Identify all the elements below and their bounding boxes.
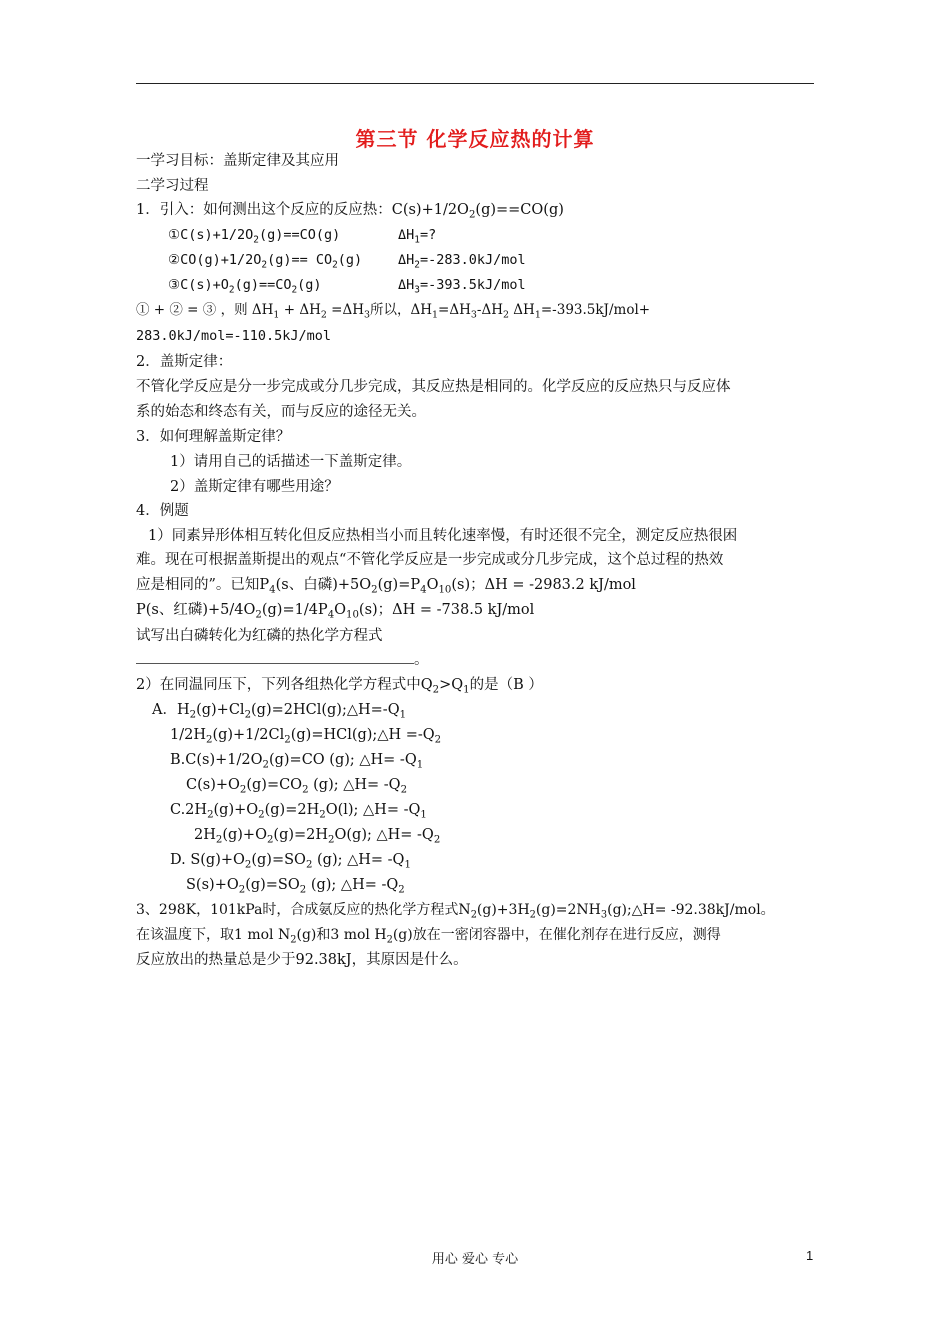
intro-question: 1．引入：如何测出这个反应的反应热：$C(s)+1/2O_2(g)==CO(g)$: [136, 202, 564, 221]
learning-objective: 一学习目标：盖斯定律及其应用: [136, 153, 339, 169]
example-1-prompt: 试写出白磷转化为红磷的热化学方程式: [136, 628, 383, 644]
equation-2: $②CO(g)+1/2O_2(g)== CO_2(g)$: [168, 252, 363, 271]
equation-1: $①C(s)+1/2O_2(g)==CO(g)$: [168, 227, 341, 246]
equation-3: $③C(s)+O_2(g)==CO_2(g)$: [168, 277, 322, 296]
equation-3-dh: $\Delta H_3=-393.5kJ$/mol: [398, 277, 526, 296]
option-b-eq-2: $C(s)+O_2(g)=CO_2$ (g); △H= $-Q_2$: [186, 777, 408, 796]
example-3-line-3: 反应放出的热量总是少于92.38kJ，其原因是什么。: [136, 952, 468, 968]
option-b-eq-1: $B.C(s)+1/2O_2(g)=CO$ (g); △H= $-Q_1$: [170, 752, 424, 771]
option-a-eq-2: $1/2H_2(g)+1/2Cl_2(g)=HCl(g);\triangle H =-Q_2$: [170, 727, 442, 746]
example-3-line-1: 3、298K，101kPa时，合成氨反应的热化学方程式$N_2(g)+3H_2(g)=2NH_3(g);\triangle H= -92.38kJ/mol$。: [136, 902, 775, 921]
hess-heading: 2．盖斯定律：: [136, 354, 233, 370]
option-c-eq-2: $2H_2(g)+O_2(g)=2H_2O(g)$; △H= $-Q_2$: [194, 827, 441, 846]
hess-body-line-1: 不管化学反应是分一步完成或分几步完成，其反应热是相同的。化学反应的反应热只与反应体: [136, 379, 731, 395]
option-c-eq-1: $C.2H_2(g)+O_2(g)=2H_2O(l)$; △H= $-Q_1$: [170, 802, 427, 821]
example-1-line-2: 难。现在可根据盖斯提出的观点“不管化学反应是一步完成或分几步完成，这个总过程的热效: [136, 552, 724, 568]
example-2-question: 2）在同温同压下，下列各组热化学方程式中$Q_2>Q_1$的是（B ）: [136, 677, 543, 696]
option-a-eq-1: A．$H_2(g)+Cl_2(g)=2HCl(g);\triangle H=-Q_1$: [152, 702, 407, 721]
example-1-line-1: 1）同素异形体相互转化但反应热相当小而且转化速率慢，有时还很不完全，测定反应热很困: [148, 528, 738, 544]
page-title: 第三节 化学反应热的计算: [355, 127, 595, 151]
answer-underline: [136, 651, 414, 664]
option-d-eq-2: $S(s)+O_2(g)=SO_2$ (g); △H= $-Q_2$: [186, 877, 405, 896]
page-footer: 用心 爱心 专心: [431, 1252, 519, 1267]
hess-body-line-2: 系的始态和终态有关，而与反应的途径无关。: [136, 404, 426, 420]
example-1-answer-blank: 。: [136, 650, 429, 670]
example-1-line-3: 应是相同的”。已知$P_4(s$、白磷)$+5O_2(g)=P_4O_{10}(s)$；ΔH = -2983.2 kJ/mol: [136, 577, 636, 596]
understand-question-2: 2）盖斯定律有哪些用途？: [170, 479, 339, 495]
example-3-line-2: 在该温度下，取1 mol $N_2(g)$和3 mol $H_2(g)$放在一密闭容器中，在催化剂存在进行反应，测得: [136, 927, 721, 946]
hess-derivation: ① + ② = ③ ，则 $\Delta H_1 + \Delta H_2 =\Delta H_3$所以，$\Delta H_1=\Delta H_3-\Delta H_2$ $\Delta H_1=-393.5kJ/mol+$: [136, 302, 651, 321]
hess-derivation-result: 283.0kJ/mol=-110.5kJ/mol: [136, 328, 332, 344]
option-d-eq-1: D. $S(g)+O_2(g)=SO_2$ (g); △H= $-Q_1$: [170, 852, 411, 871]
equation-2-dh: $\Delta H_2=-283.0kJ$/mol: [398, 252, 526, 271]
page-number: 1: [806, 1248, 814, 1263]
learning-process-heading: 二学习过程: [136, 178, 209, 194]
understand-question-1: 1）请用自己的话描述一下盖斯定律。: [170, 454, 412, 470]
header-rule: [136, 83, 814, 84]
equation-1-dh: $\Delta H_1=$?: [398, 227, 437, 246]
example-1-line-4: P(s、红磷)$+5/4O_2(g)=1/4P_4O_{10}(s)$；ΔH = -738.5 kJ/mol: [136, 602, 535, 621]
examples-heading: 4．例题: [136, 503, 189, 519]
understand-heading: 3．如何理解盖斯定律？: [136, 429, 291, 445]
